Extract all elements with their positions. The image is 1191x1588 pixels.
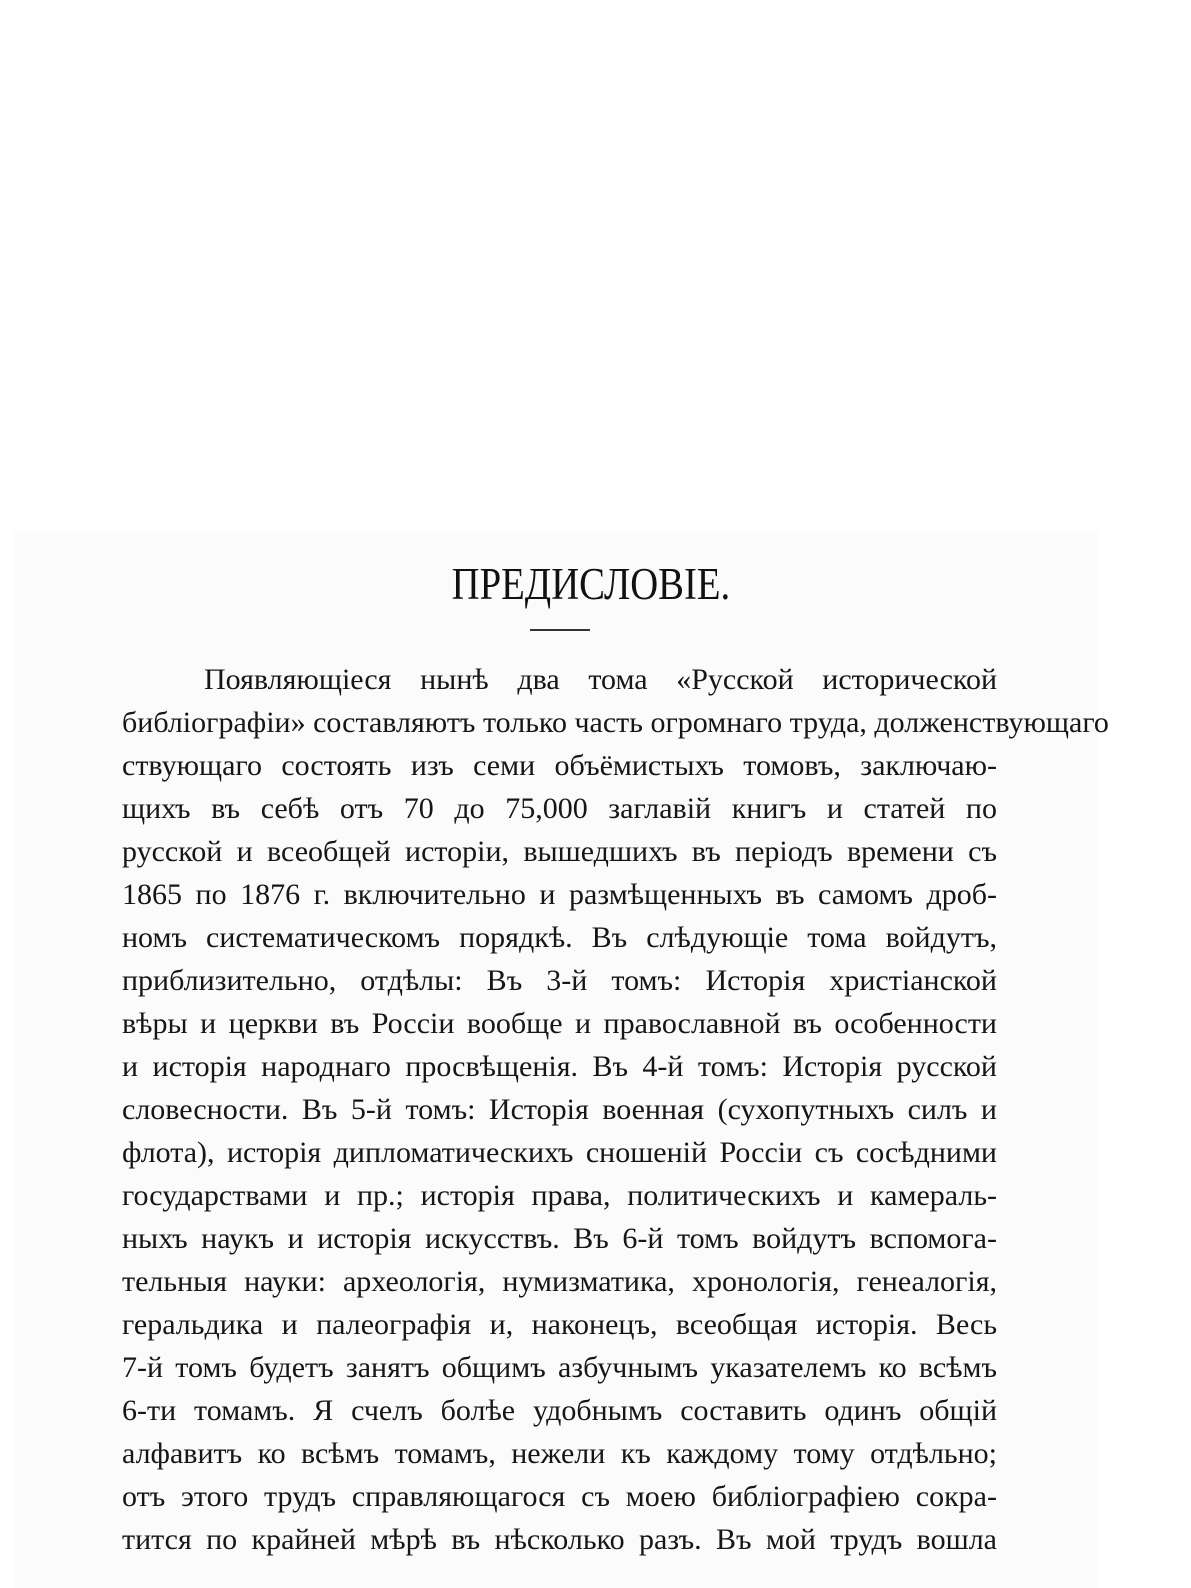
- text-line: геральдика и палеографія и, наконецъ, всеобщая исторія. Весь: [122, 1308, 997, 1341]
- text-line: 1865 по 1876 г. включительно и размѣщенныхъ въ самомъ дроб-: [122, 878, 997, 911]
- text-line: вѣры и церкви въ Россіи вообще и православной въ особенности: [122, 1007, 997, 1040]
- text-line: ствующаго состоять изъ семи объёмистыхъ томовъ, заключаю-: [122, 749, 997, 782]
- text-line: словесности. Въ 5-й томъ: Исторія военная (сухопутныхъ силъ и: [122, 1093, 997, 1126]
- text-line: Появляющіеся нынѣ два тома «Русской исторической: [204, 663, 997, 696]
- page-title: ПРЕДИСЛОВІЕ.: [451, 559, 731, 609]
- text-line: флота), исторія дипломатическихъ сношеній Россіи съ сосѣдними: [122, 1136, 997, 1169]
- text-line: отъ этого трудъ справляющагося съ моею библіографіею сокра-: [122, 1480, 997, 1513]
- text-line: библіографіи» составляютъ только часть огромнаго труда, долженствующаго: [122, 706, 1109, 739]
- text-line: тится по крайней мѣрѣ въ нѣсколько разъ. Въ мой трудъ вошла: [122, 1523, 997, 1556]
- text-line: приблизительно, отдѣлы: Въ 3-й томъ: Исторія христіанской: [122, 964, 997, 997]
- text-line: щихъ въ себѣ отъ 70 до 75,000 заглавій книгъ и статей по: [122, 792, 997, 825]
- text-line: номъ систематическомъ порядкѣ. Въ слѣдующіе тома войдутъ,: [122, 921, 997, 954]
- title-divider: [530, 629, 590, 631]
- text-line: 7-й томъ будетъ занятъ общимъ азбучнымъ указателемъ ко всѣмъ: [122, 1351, 997, 1384]
- text-line: и исторія народнаго просвѣщенія. Въ 4-й томъ: Исторія русской: [122, 1050, 997, 1083]
- text-line: 6-ти томамъ. Я счелъ болѣе удобнымъ составить одинъ общій: [122, 1394, 997, 1427]
- text-line: русской и всеобщей исторіи, вышедшихъ въ періодъ времени съ: [122, 835, 997, 868]
- preface-paragraph: [122, 658, 1109, 1561]
- text-line: государствами и пр.; исторія права, политическихъ и камераль-: [122, 1179, 997, 1212]
- text-line: ныхъ наукъ и исторія искусствъ. Въ 6-й томъ войдутъ вспомога-: [122, 1222, 997, 1255]
- text-line: тельныя науки: археологія, нумизматика, хронологія, генеалогія,: [122, 1265, 997, 1298]
- text-line: алфавитъ ко всѣмъ томамъ, нежели къ каждому тому отдѣльно;: [122, 1437, 997, 1470]
